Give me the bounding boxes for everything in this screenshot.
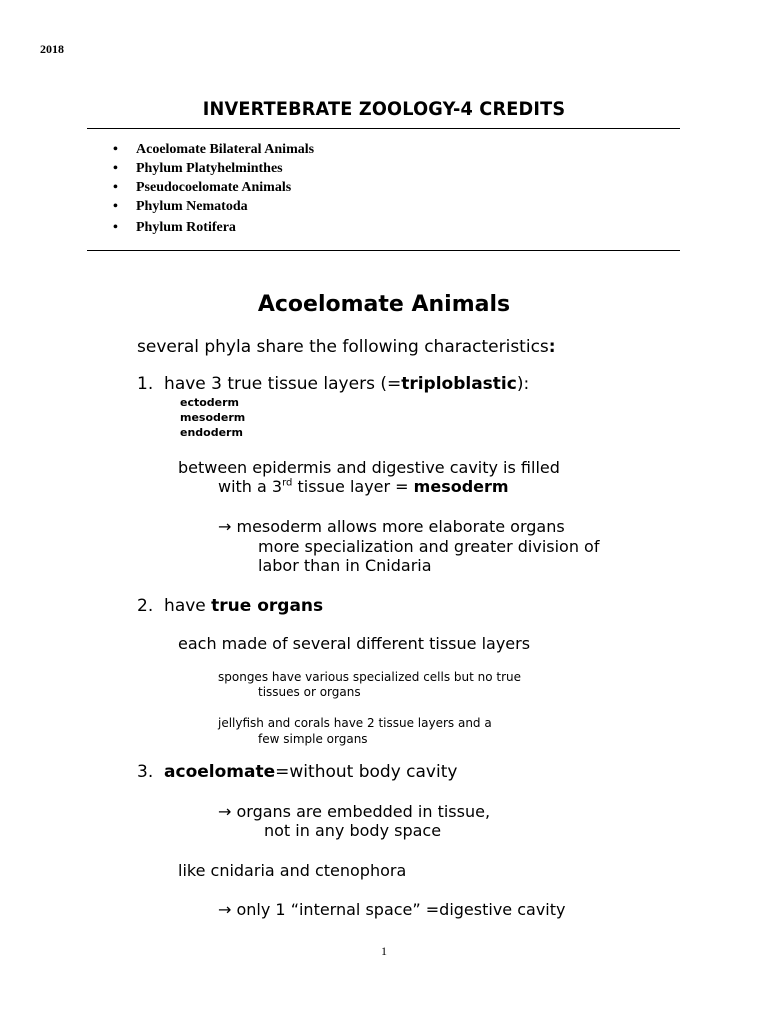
topic-list (110, 140, 314, 237)
sponges-line-1: sponges have various specialized cells but no true (218, 670, 522, 684)
mesoderm-explanation-line-2: with a 3rd tissue layer = mesoderm (218, 477, 509, 496)
layer-endoderm: endoderm (180, 426, 243, 439)
topic-item (110, 140, 314, 159)
top-divider (87, 128, 680, 129)
page-number: 1 (381, 944, 387, 958)
topic-item (110, 218, 314, 237)
acoelomate-arrow-line-2: not in any body space (264, 821, 442, 840)
topic-label: Acoelomate Bilateral Animals (136, 142, 315, 157)
point-3-heading: 3. acoelomate=without body cavity (137, 762, 458, 782)
acoelomate-arrow-line-1: → organs are embedded in tissue, (218, 802, 491, 821)
comparison-line: like cnidaria and ctenophora (178, 861, 407, 880)
point-2-heading: 2. have true organs (137, 596, 324, 616)
slide-intro: several phyla share the following characteristics: (137, 337, 556, 357)
jellyfish-line-2: few simple organs (258, 732, 368, 746)
topic-label: Phylum Rotifera (136, 220, 236, 235)
mesoderm-arrow-line-2: more specialization and greater division of (258, 537, 600, 556)
bullet-icon: • (113, 142, 118, 157)
layer-ectoderm: ectoderm (180, 396, 240, 409)
jellyfish-line-1: jellyfish and corals have 2 tissue layers and a (218, 716, 492, 730)
bullet-icon: • (113, 180, 118, 195)
topic-item (110, 178, 314, 197)
topic-item (110, 159, 314, 178)
topic-label: Pseudocoelomate Animals (136, 180, 292, 195)
point-1-heading: 1. have 3 true tissue layers (=triploblastic): (137, 374, 530, 394)
slide-title: Acoelomate Animals (257, 292, 511, 317)
digestive-cavity-line: → only 1 “internal space” =digestive cavity (218, 900, 566, 919)
mesoderm-explanation-line-1: between epidermis and digestive cavity is filled (178, 458, 560, 477)
mesoderm-arrow-line-3: labor than in Cnidaria (258, 556, 432, 575)
bullet-icon: • (113, 199, 118, 214)
document-year: 2018 (40, 42, 64, 56)
bottom-divider (87, 250, 680, 251)
mesoderm-arrow-line-1: → mesoderm allows more elaborate organs (218, 517, 565, 536)
topic-label: Phylum Nematoda (136, 199, 248, 214)
topic-label: Phylum Platyhelminthes (136, 161, 283, 176)
topic-item (110, 197, 314, 216)
bullet-icon: • (113, 220, 118, 235)
sponges-line-2: tissues or organs (258, 685, 361, 699)
organs-explanation: each made of several different tissue layers (178, 634, 531, 653)
document-title: INVERTEBRATE ZOOLOGY-4 CREDITS (202, 98, 566, 120)
bullet-icon: • (113, 161, 118, 176)
layer-mesoderm: mesoderm (180, 411, 246, 424)
